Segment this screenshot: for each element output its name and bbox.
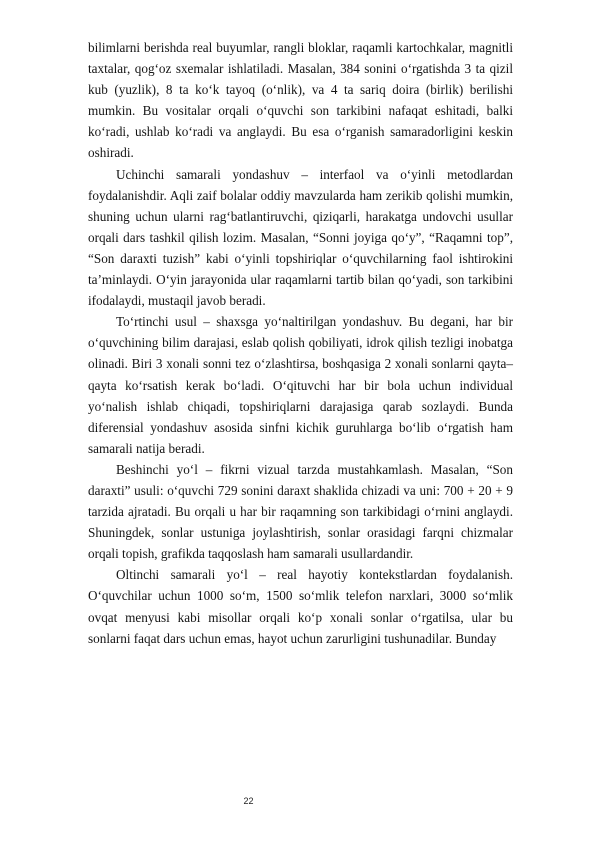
paragraph-fifth-way: Beshinchi yo‘l – fikrni vizual tarzda mustahkamlash. Masalan, “Son daraxti” usuli: o‘quvchi 729 sonini daraxt shaklida chizadi va uni: 700 + 20 + 9 tarzida ajratadi. Bu orqali u har bir raqamning son tarkibidagi o‘rnini anglaydi. Shuningdek, sonlar ustuniga joylashtirish, sonlar orasidagi farqni chizmalar orqali topish, grafikda taqqoslash ham samarali usullardandir. [88,461,513,562]
paragraph-continuation: bilimlarni berishda real buyumlar, rangli bloklar, raqamli kartochkalar, magnitli taxtalar, qog‘oz sxemalar ishlatiladi. Masalan, 384 sonini o‘rgatishda 3 ta qizil kub (yuzlik), 8 ta ko‘k tayoq (o‘nlik), va 4 ta sariq doira (birlik) berilishi mumkin. Bu vositalar orqali o‘quvchi son tarkibini nafaqat eshitadi, balki ko‘radi, ushlab ko‘radi va anglaydi. Bu esa o‘rganish samaradorligini keskin oshiradi. [88,40,513,161]
page-number: 22 [243,796,254,806]
body-text [88,37,513,649]
paragraph-fourth-method: To‘rtinchi usul – shaxsga yo‘naltirilgan yondashuv. Bu degani, har bir o‘quvchining bilim darajasi, eslab qolish qobiliyati, idrok qilish tezligi inobatga olinadi. Biri 3 xonali sonni tez o‘zlashtirsa, boshqasiga 2 xonali sonlarni qayta–qayta ko‘rsatish kerak bo‘ladi. O‘qituvchi har bir bola uchun individual yo‘nalish ishlab chiqadi, topshiriqlarni darajasiga qarab sozlaydi. Bunda diferensial yondashuv asosida sinfni kichik guruhlarga bo‘lib o‘rgatish ham samarali natija beradi. [88,314,513,456]
paragraph-third-approach: Uchinchi samarali yondashuv – interfaol va o‘yinli metodlardan foydalanishdir. Aqli zaif bolalar oddiy mavzularda ham zerikib qolishi mumkin, shuning uchun ularni rag‘batlantiruvchi, qiziqarli, harakatga undovchi usullar orqali dars tashkil qilish lozim. Masalan, “Sonni joyiga qo‘y”, “Raqamni top”, “Son daraxti tuzish” kabi o‘yinli topshiriqlar o‘quvchilarning faol ishtirokini ta’minlaydi. O‘yin jarayonida ular raqamlarni tartib bilan qo‘yadi, son tarkibini ifodalaydi, mustaqil javob beradi. [88,166,513,309]
paragraph-sixth-way: Oltinchi samarali yo‘l – real hayotiy kontekstlardan foydalanish. O‘quvchilar uchun 1000 so‘m, 1500 so‘mlik telefon narxlari, 3000 so‘mlik ovqat menyusi kabi misollar orqali ko‘p xonali sonlar o‘rgatilsa, ular bu sonlarni faqat dars uchun emas, hayot uchun zarurligini tushunadilar. Bunday [88,567,513,646]
